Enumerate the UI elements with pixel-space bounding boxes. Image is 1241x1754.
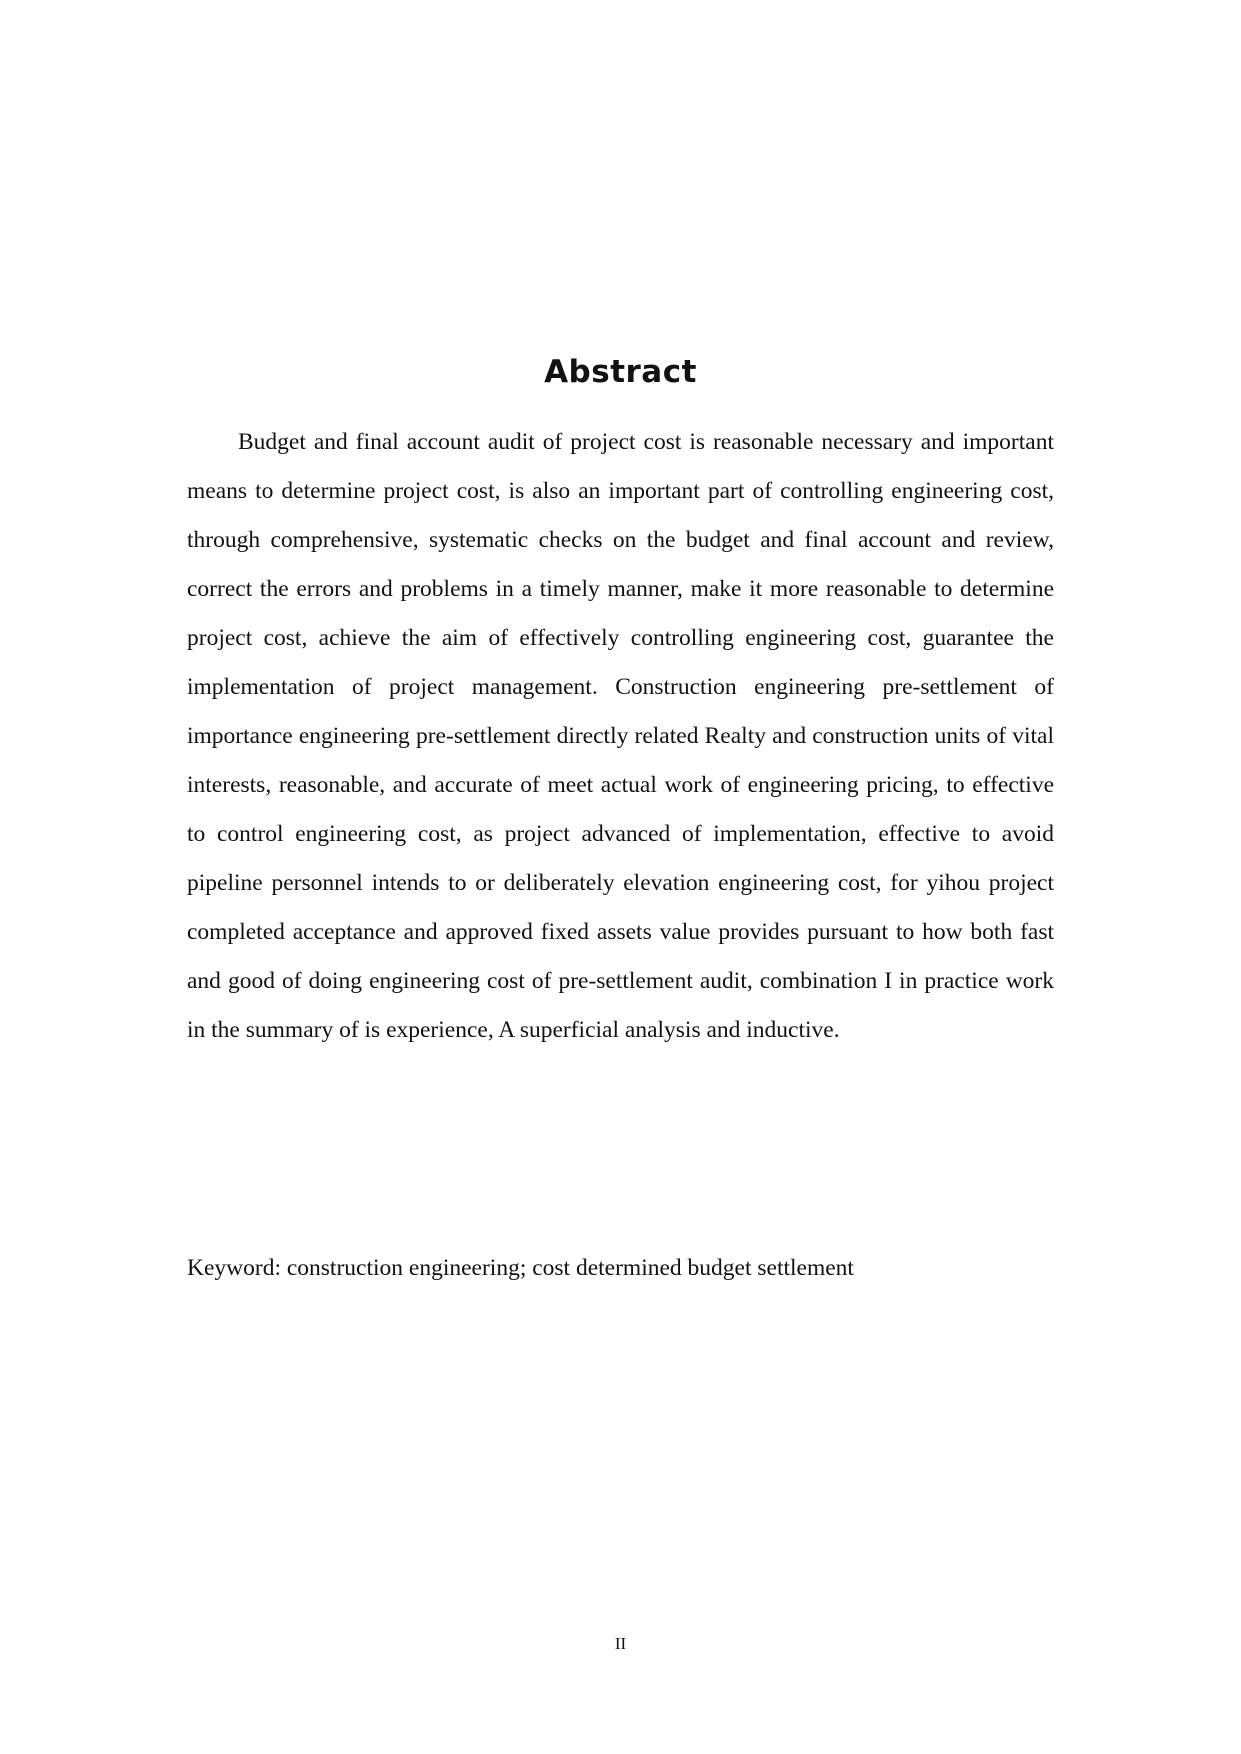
page-number: II [614, 1634, 627, 1653]
keywords-line: Keyword: construction engineering; cost determined budget settlement [187, 1255, 854, 1281]
abstract-body: Budget and final account audit of project cost is reasonable necessary and important means to determine project cost, is also an important part of controlling engineering cost, through comprehensive, systematic checks on the budget and final account and review, correct the errors and problems in a timely manner, make it more reasonable to determine project cost, achieve the aim of effectively controlling engineering cost, guarantee the implementation of project management. Construction engineering pre-settlement of importance engineering pre-settlement directly related Realty and construction units of vital interests, reasonable, and accurate of meet actual work of engineering pricing, to effective to control engineering cost, as project advanced of implementation, effective to avoid pipeline personnel intends to or deliberately elevation engineering cost, for yihou project completed acceptance and approved fixed assets value provides pursuant to how both fast and good of doing engineering cost of pre-settlement audit, combination I in practice work in the summary of is experience, A superficial analysis and inductive. [187, 429, 1054, 1043]
abstract-title: Abstract [544, 354, 697, 390]
